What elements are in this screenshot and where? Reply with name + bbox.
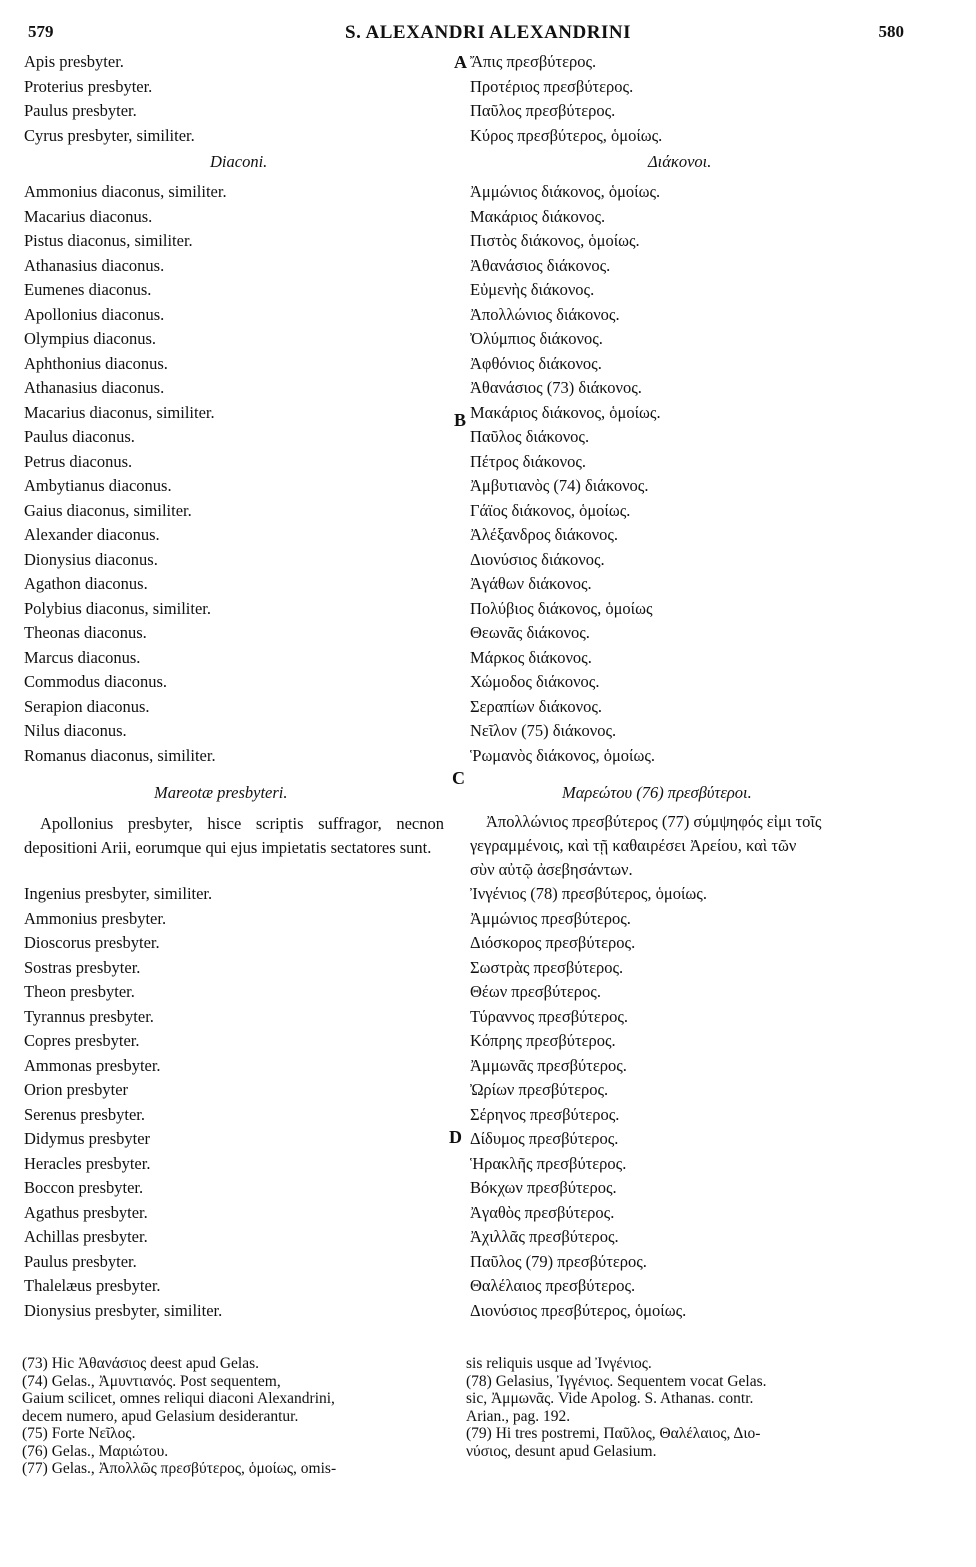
latin-entry: Olympius diaconus. (24, 329, 156, 348)
latin-entry: Commodus diaconus. (24, 672, 167, 691)
footnote-line: νύσιος, desunt apud Gelasium. (466, 1442, 657, 1460)
latin-entry: Ammonas presbyter. (24, 1055, 161, 1075)
margin-letter-c: C (452, 768, 465, 788)
footnotes-right (466, 1355, 886, 1460)
latin-entry: Ingenius presbyter, similiter. (24, 884, 213, 903)
latin-entry: Orion presbyter (24, 1080, 129, 1099)
footnote-line: (78) Gelasius, Ἰγγένιος. Sequentem vocat Gelas. (466, 1372, 767, 1390)
latin-entry: Ammonius diaconus, similiter. (24, 182, 227, 201)
greek-entry: Θέων πρεσβύτερος. (470, 982, 601, 1001)
greek-entry: Ἰνγένιος (78) πρεσβύτερος, ὁμοίως. (470, 884, 707, 903)
latin-entry: Proterius presbyter. (24, 76, 153, 96)
greek-apollonius-line: γεγραμμένοις, καὶ τῇ καθαιρέσει Ἀρείου, καὶ τῶν (470, 836, 797, 855)
latin-entry: Dioscorus presbyter. (24, 933, 160, 952)
footnote-line: Gaium scilicet, omnes reliqui diaconi Alexandrini, (22, 1390, 335, 1407)
greek-entry: Ῥωμανὸς διάκονος, ὁμοίως. (470, 745, 656, 765)
margin-letter-d: D (449, 1127, 462, 1147)
greek-entry: Προτέριος πρεσβύτερος. (470, 76, 634, 96)
greek-entry: Δίδυμος πρεσβύτερος. (470, 1129, 619, 1148)
latin-entry: Athanasius diaconus. (24, 255, 165, 275)
latin-entry: Boccon presbyter. (24, 1178, 144, 1197)
greek-entry: Παῦλος (79) πρεσβύτερος. (470, 1251, 647, 1271)
latin-entry: Theonas diaconus. (24, 623, 147, 642)
greek-entry: Θαλέλαιος πρεσβύτερος. (470, 1276, 636, 1295)
greek-entry: Νεῖλον (75) διάκονος. (470, 721, 617, 740)
latin-entry: Heracles presbyter. (24, 1153, 151, 1173)
greek-entry: Μακάριος διάκονος. (470, 206, 606, 226)
greek-apollonius-line: Ἀπολλώνιος πρεσβύτερος (77) σύμψηφός εἰμι τοῖς (486, 812, 822, 831)
latin-entry: Macarius diaconus, similiter. (24, 402, 215, 422)
latin-entry: Marcus diaconus. (24, 647, 141, 667)
latin-entry: Tyrannus presbyter. (24, 1006, 154, 1026)
greek-entry: Θεωνᾶς διάκονος. (470, 623, 590, 642)
greek-entry: Διονύσιος διάκονος. (470, 549, 605, 569)
latin-entry: Achillas presbyter. (24, 1227, 148, 1246)
latin-entry: Polybius diaconus, similiter. (24, 598, 212, 618)
greek-entry: Ἀχιλλᾶς πρεσβύτερος. (470, 1227, 619, 1246)
footnote-line: (77) Gelas., Ἀπολλῶς πρεσβύτερος, ὁμοίως, omis- (22, 1460, 337, 1477)
latin-entry: Thalelæus presbyter. (24, 1276, 161, 1295)
running-title: S. ALEXANDRI ALEXANDRINI (345, 22, 631, 43)
greek-entry: Τύραννος πρεσβύτερος. (470, 1006, 628, 1026)
greek-entry: Κύρος πρεσβύτερος, ὁμοίως. (470, 125, 663, 145)
greek-entry: Σωστρὰς πρεσβύτερος. (470, 957, 624, 977)
footnote-line: (76) Gelas., Μαριώτου. (22, 1442, 169, 1460)
greek-entry: Ἀπολλώνιος διάκονος. (470, 304, 620, 324)
greek-entry: Σεραπίων διάκονος. (470, 696, 603, 716)
footnote-line: (73) Hic Ἀθανάσιος deest apud Gelas. (22, 1355, 260, 1372)
latin-entry: Dionysius diaconus. (24, 549, 158, 569)
greek-entry: Ὠρίων πρεσβύτερος. (470, 1080, 609, 1099)
latin-entry: Copres presbyter. (24, 1031, 140, 1050)
greek-entry: Βόκχων πρεσβύτερος. (470, 1178, 617, 1197)
latin-heading-mareotae: Mareotæ presbyteri. (154, 783, 288, 802)
latin-entry: Pistus diaconus, similiter. (24, 231, 193, 250)
greek-entry: Ἀμβυτιανὸς (74) διάκονος. (470, 476, 649, 495)
greek-entry: Ἀθανάσιος διάκονος. (470, 255, 611, 275)
greek-entry: Πολύβιος διάκονος, ὁμοίως (470, 598, 653, 618)
footnote-line: sic, Ἀμμωνᾶς. Vide Apolog. S. Athanas. contr. (466, 1390, 754, 1407)
greek-entry: Ἀθανάσιος (73) διάκονος. (470, 378, 642, 397)
latin-entry: Dionysius presbyter, similiter. (24, 1300, 223, 1320)
greek-entry: Ἀλέξανδρος διάκονος. (470, 525, 619, 544)
greek-apollonius-line: σὺν αὐτῷ ἀσεβησάντων. (470, 860, 633, 879)
footnote-line: sis reliquis usque ad Ἰνγένιος. (466, 1355, 652, 1372)
footnote-line: (79) Hi tres postremi, Παῦλος, Θαλέλαιος, Διο- (466, 1425, 761, 1442)
latin-entry: Paulus presbyter. (24, 1251, 137, 1271)
latin-entry: Paulus diaconus. (24, 427, 135, 446)
greek-entry: Διονύσιος πρεσβύτερος, ὁμοίως. (470, 1300, 687, 1320)
footnote-line: Arian., pag. 192. (466, 1407, 571, 1425)
page-number-right: 580 (878, 22, 904, 41)
footnote-line: (75) Forte Νεῖλος. (22, 1425, 136, 1442)
latin-entry: Theon presbyter. (24, 982, 135, 1001)
greek-entry: Παῦλος πρεσβύτερος. (470, 101, 616, 120)
greek-entry: Γάϊος διάκονος, ὁμοίως. (470, 500, 631, 520)
latin-entry: Cyrus presbyter, similiter. (24, 125, 195, 145)
latin-entry: Apis presbyter. (24, 52, 124, 71)
footnotes-left (22, 1355, 442, 1478)
latin-entry: Didymus presbyter (24, 1129, 151, 1148)
greek-entry: Ἀμμωνᾶς πρεσβύτερος. (470, 1055, 627, 1075)
greek-entry: Παῦλος διάκονος. (470, 427, 590, 446)
latin-entry: Agathon diaconus. (24, 574, 148, 593)
footnote-line: (74) Gelas., Ἀμυντιανός. Post sequentem, (22, 1372, 281, 1390)
latin-entry: Aphthonius diaconus. (24, 353, 168, 373)
greek-entry: Ἀμμώνιος διάκονος, ὁμοίως. (470, 182, 661, 201)
greek-entry: Ὀλύμπιος διάκονος. (470, 329, 603, 348)
greek-entry: Χώμοδος διάκονος. (470, 672, 600, 691)
latin-entry: Serenus presbyter. (24, 1104, 145, 1124)
greek-entry: Πιστὸς διάκονος, ὁμοίως. (470, 231, 640, 250)
latin-entry: Serapion diaconus. (24, 696, 150, 716)
greek-entry: Ἀγαθὸς πρεσβύτερος. (470, 1202, 615, 1222)
greek-entry: Σέρηνος πρεσβύτερος. (470, 1104, 620, 1124)
latin-entry: Eumenes diaconus. (24, 280, 152, 299)
latin-entry: Apollonius diaconus. (24, 304, 165, 324)
latin-entry: Ambytianus diaconus. (24, 476, 172, 495)
greek-entry: Πέτρος διάκονος. (470, 451, 587, 471)
margin-letter-a: A (454, 52, 467, 72)
greek-entry: Μάρκος διάκονος. (470, 647, 592, 667)
latin-heading-diaconi: Diaconi. (210, 152, 268, 171)
greek-entry: Διόσκορος πρεσβύτερος. (470, 933, 636, 952)
latin-entry: Macarius diaconus. (24, 206, 153, 226)
latin-entry: Paulus presbyter. (24, 101, 137, 120)
greek-entry: Ἀμμώνιος πρεσβύτερος. (470, 908, 631, 928)
latin-entry: Romanus diaconus, similiter. (24, 745, 216, 765)
greek-heading-mareotae: Μαρεώτου (76) πρεσβύτεροι. (562, 783, 752, 802)
latin-entry: Alexander diaconus. (24, 525, 160, 544)
latin-entry: Agathus presbyter. (24, 1202, 148, 1222)
greek-entry: Εὐμενὴς διάκονος. (470, 280, 595, 299)
greek-entry: Ἀγάθων διάκονος. (470, 574, 592, 593)
latin-entry: Gaius diaconus, similiter. (24, 500, 192, 520)
page-number-left: 579 (28, 22, 54, 41)
latin-entry: Nilus diaconus. (24, 721, 127, 740)
footnote-line: decem numero, apud Gelasium desiderantur. (22, 1407, 299, 1425)
latin-entry: Ammonius presbyter. (24, 908, 167, 928)
greek-entry: Ἡρακλῆς πρεσβύτερος. (470, 1153, 627, 1173)
latin-apollonius-paragraph: Apollonius presbyter, hisce scriptis suffragor, necnon depositioni Arii, eorumque qui ejus impietatis sectatores sunt. (24, 814, 444, 857)
latin-entry: Athanasius diaconus. (24, 378, 165, 397)
greek-heading-diaconi: Διάκονοι. (648, 152, 712, 171)
margin-letter-b: B (454, 410, 467, 430)
latin-entry: Petrus diaconus. (24, 451, 133, 471)
greek-entry: Ἄπις πρεσβύτερος. (470, 52, 597, 71)
latin-entry: Sostras presbyter. (24, 957, 141, 977)
greek-entry: Ἀφθόνιος διάκονος. (470, 353, 602, 373)
greek-entry: Κόπρης πρεσβύτερος. (470, 1031, 616, 1050)
greek-entry: Μακάριος διάκονος, ὁμοίως. (470, 402, 661, 422)
